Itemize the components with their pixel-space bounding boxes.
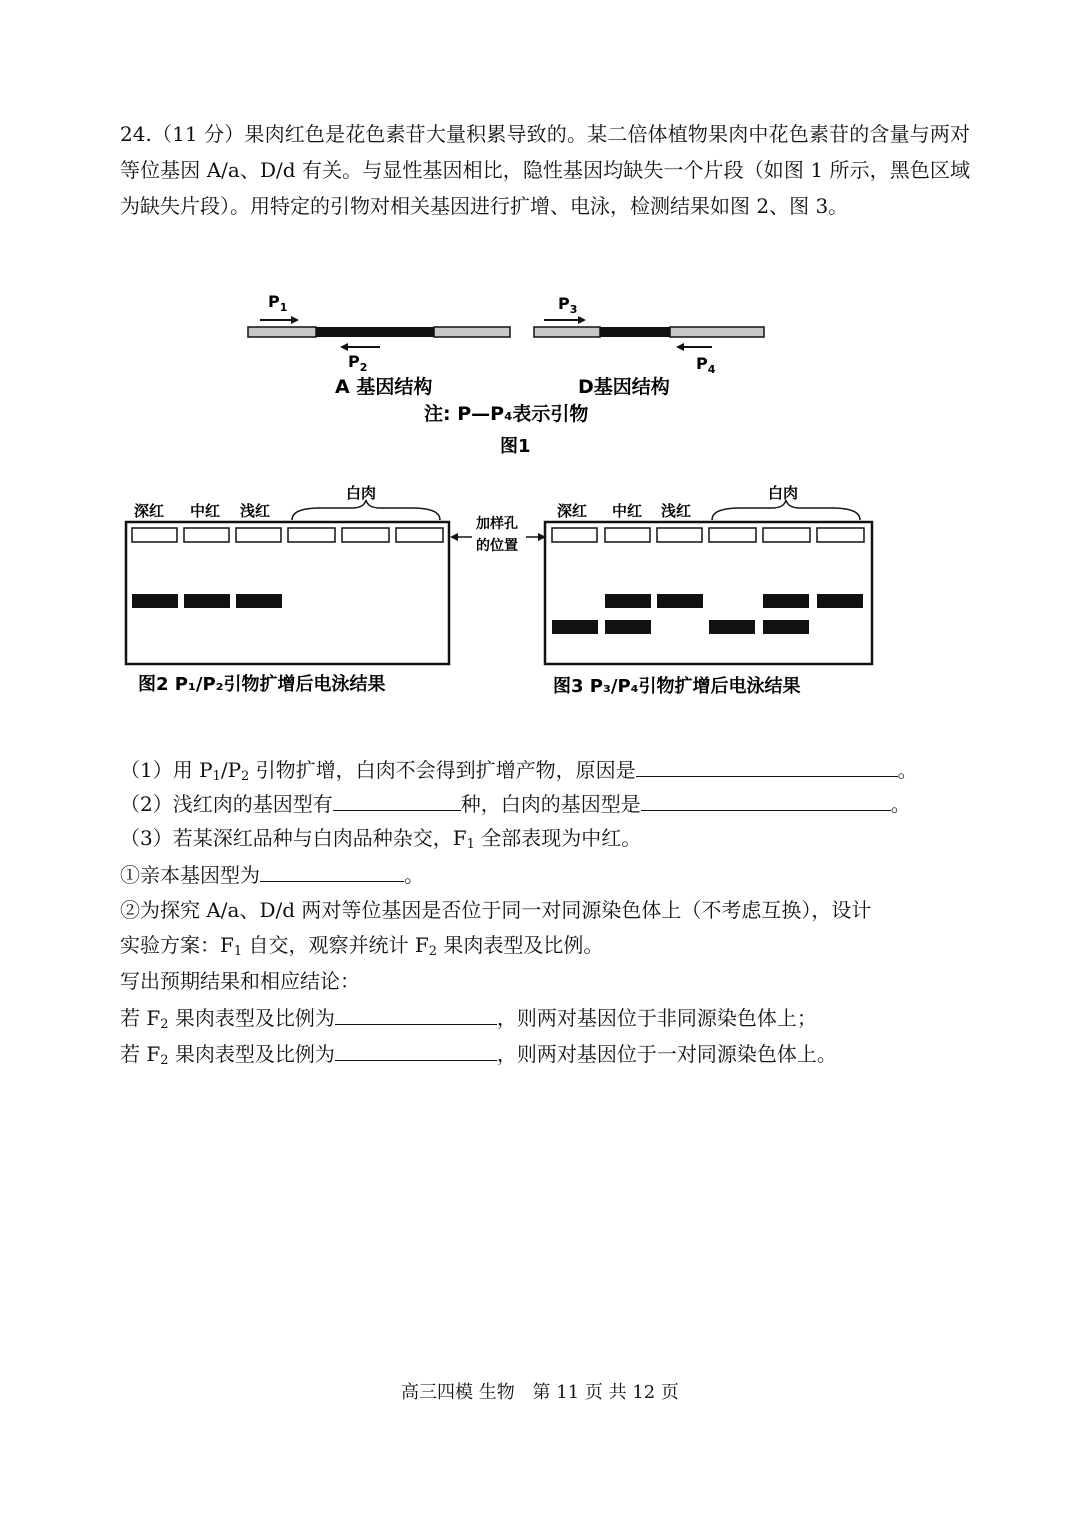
answer-blank-3a[interactable]: [260, 859, 404, 882]
fig2-lane-label-deep-red: 深红: [134, 502, 165, 520]
fig2-caption: 图2 P₁/P₂引物扩增后电泳结果: [138, 674, 386, 695]
fig2-lane-label-light-red: 浅红: [240, 502, 271, 520]
fig2-lane-label-mid-red: 中红: [190, 502, 221, 520]
fig2-bands: [132, 594, 282, 608]
footer-exam: 高三四模 生物: [401, 1382, 515, 1403]
answer-blank-2b[interactable]: [641, 788, 891, 811]
answer-blank-1[interactable]: [636, 754, 898, 777]
fig3-lane-label-mid-red: 中红: [612, 502, 643, 520]
question-3c: 实验方案：$F_1$ 自交，观察并统计 $F_2$ 果肉表型及比例。: [120, 933, 604, 959]
fig3-caption: 图3 P₃/P₄引物扩增后电泳结果: [553, 676, 801, 697]
a-gene-structure: [248, 327, 510, 337]
p3-label: $P_3$: [558, 294, 578, 316]
page-footer: [0, 1378, 1080, 1404]
p4-label: $P_4$: [696, 354, 716, 376]
d-gene-structure: [534, 327, 764, 337]
fig3-lane-label-light-red: 浅红: [661, 502, 692, 520]
well-note-line1: 加样孔: [476, 516, 518, 532]
well-note-line2: 的位置: [476, 538, 518, 554]
p1-label: $P_1$: [268, 292, 288, 314]
answer-blank-3e[interactable]: [335, 1002, 497, 1025]
question-3: （3）若某深红品种与白肉品种杂交，$F_1$ 全部表现为中红。: [120, 826, 642, 852]
fig3-lane-label-deep-red: 深红: [557, 502, 588, 520]
fig2-white-brace: [292, 500, 440, 520]
d-gene-label: D基因结构: [578, 376, 670, 398]
fig2-gel: [126, 522, 449, 664]
fig3-white-label: 白肉: [768, 484, 799, 502]
footer-page: 第 11 页 共 12 页: [532, 1382, 679, 1403]
figure-1-note: 注: P—P₄表示引物: [424, 403, 589, 425]
answer-blank-2a[interactable]: [333, 788, 461, 811]
p2-label: $P_2$: [348, 352, 368, 374]
figure-1: [0, 280, 1080, 465]
answer-blank-3f[interactable]: [335, 1038, 497, 1061]
fig3-gel: [545, 522, 872, 664]
question-2: （2）浅红肉的基因型有 种，白肉的基因型是 。: [120, 788, 911, 819]
fig3-white-brace: [712, 500, 860, 520]
question-1: （1）用 $P_1/P_2$ 引物扩增，白肉不会得到扩增产物，原因是 。: [120, 754, 918, 785]
question-3b: ②为探究 A/a、D/d 两对等位基因是否位于同一对同源染色体上（不考虑互换），设计: [120, 898, 872, 922]
question-intro: 24.（11 分）果肉红色是花色素苷大量积累导致的。某二倍体植物果肉中花色素苷的含量与两对等位基因 A/a、D/d 有关。与显性基因相比，隐性基因均缺失一个片段（如图 1 所示，黑色区域为缺失片段）。用特定的引物对相关基因进行扩增、电泳，检测结果如图 2、图 3。: [120, 122, 970, 218]
question-3e: 若 $F_2$ 果肉表型及比例为 ，则两对基因位于非同源染色体上；: [120, 1002, 817, 1033]
a-gene-label: A 基因结构: [335, 376, 433, 398]
question-3a: ①亲本基因型为 。: [120, 859, 424, 890]
gel-figures: [0, 478, 1080, 708]
question-3d: 写出预期结果和相应结论：: [120, 969, 360, 993]
fig2-white-label: 白肉: [346, 484, 377, 502]
figure-1-caption: 图1: [500, 436, 531, 457]
question-3f: 若 $F_2$ 果肉表型及比例为 ，则两对基因位于一对同源染色体上。: [120, 1038, 837, 1069]
